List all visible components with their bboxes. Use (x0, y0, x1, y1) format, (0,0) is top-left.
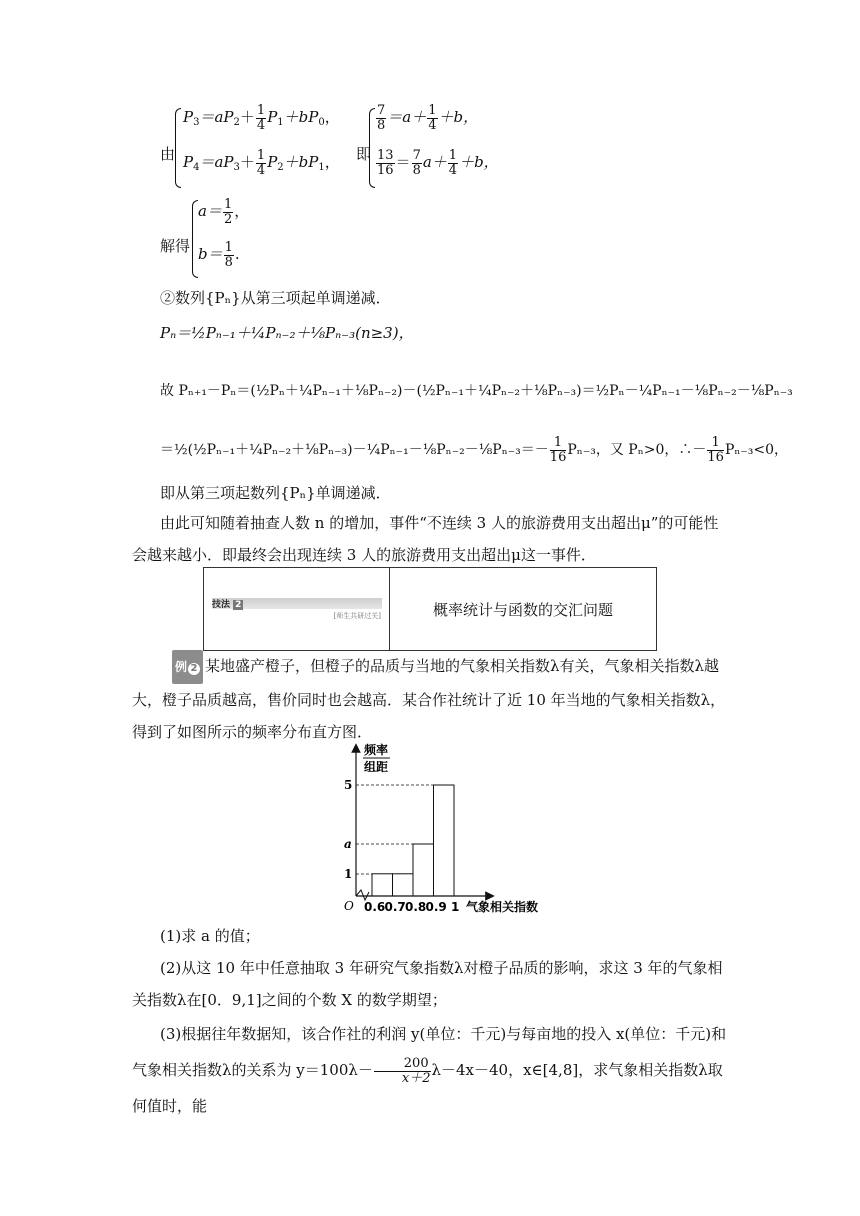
technique-box (203, 567, 657, 651)
example-badge: 例 2 (172, 650, 203, 684)
origin-label: O (344, 899, 354, 913)
recurrence: Pₙ＝½Pₙ₋₁＋¼Pₙ₋₂＋⅛Pₙ₋₃(n≥3)， (160, 324, 414, 342)
histogram-bar-1 (393, 874, 414, 896)
mono-statement: ②数列{Pₙ}从第三项起单调递减． (160, 289, 391, 307)
x-tick-label-3: 0.9 (425, 900, 447, 914)
frequency-histogram (330, 740, 570, 920)
x-tick-label-0: 0.6 (364, 900, 386, 914)
difference-line-1: 故 Pₙ₊₁－Pₙ＝(½Pₙ＋¼Pₙ₋₁＋⅛Pₙ₋₂)－(½Pₙ₋₁＋¼Pₙ₋₂＋⅛Pₙ₋₃)＝½Pₙ－¼Pₙ₋₁－⅛Pₙ₋₂－⅛Pₙ₋₃ (160, 383, 793, 399)
technique-tag: 技法 2 (212, 600, 242, 610)
difference-line-2: ＝½(½Pₙ₋₁＋¼Pₙ₋₂＋⅛Pₙ₋₃)－¼Pₙ₋₁－⅛Pₙ₋₂－⅛Pₙ₋₃＝－ $\frac{1}{16}$ Pₙ₋₃，又 Pₙ>0，∴－ $\frac{1}{16}$ Pₙ₋₃<0， (160, 435, 789, 465)
x-axis-label: 气象相关指数 (466, 900, 539, 914)
histogram-bar-3 (434, 785, 455, 896)
summary-paragraph: 由此可知随着抽查人数 n 的增加，事件“不连续 3 人的旅游费用支出超出μ”的可能性会越来越小．即最终会出现连续 3 人的旅游费用支出超出μ这一事件． (132, 514, 719, 564)
system1-row2: $P_4=aP_3+$ $\frac{1}{4}$ $P_2+bP_1$， (183, 148, 340, 178)
histogram-bar-2 (413, 844, 434, 896)
example-paragraph: 例 2 某地盛产橙子，但橙子的品质与当地的气象相关指数λ有关，气象相关指数λ越大，橙子品质越高，售价同时也会越高．某合作社统计了近 10 年当地的气象相关指数λ，得到了如图所示的频率分布直方图． (132, 650, 732, 748)
y-tick-label-a: a (344, 837, 352, 851)
technique-label-cell (204, 568, 390, 650)
technique-subtitle: [师生共研过关] (333, 612, 381, 620)
solve-row1: a＝ $\frac{1}{2}$ ， (198, 197, 250, 227)
y-tick-label-5: 5 (344, 778, 353, 792)
x-tick-label-4: 1 (451, 900, 460, 914)
system2-row2: $\frac{13}{16}$ ＝ $\frac{7}{8}$ a＋ $\frac{1}{4}$ ＋b， (377, 148, 499, 178)
x-tick-label-1: 0.7 (384, 900, 406, 914)
histogram-bar-0 (372, 874, 393, 896)
axis-break (356, 890, 369, 900)
question-2: (2)从这 10 年中任意抽取 3 年研究气象指数λ对橙子品质的影响，求这 3 年的气象相关指数λ在[0．9,1]之间的个数 X 的数学期望； (132, 959, 723, 1009)
solve-row2: b＝ $\frac{1}{8}$ . (198, 240, 240, 270)
conclusion: 即从第三项起数列{Pₙ}单调递减． (160, 484, 391, 502)
system1-row1: $P_3=aP_2+$ $\frac{1}{4}$ $P_1+bP_0$， (183, 103, 340, 133)
x-tick-label-2: 0.8 (405, 900, 427, 914)
system2-row1: $\frac{7}{8}$ ＝a＋ $\frac{1}{4}$ ＋b， (377, 103, 479, 133)
y-label-bottom: 组距 (364, 760, 389, 774)
solve-lead: 解得 (160, 237, 191, 255)
system2-lead: 即 (356, 145, 372, 163)
y-tick-label-1: 1 (344, 867, 353, 881)
brace-1 (175, 108, 181, 188)
y-label-top: 频率 (364, 743, 389, 757)
system1-lead: 由 (160, 145, 176, 163)
question-3: (3)根据往年数据知，该合作社的利润 y(单位：千元)与每亩地的投入 x(单位：千元)和气象相关指数λ的关系为 y＝100λ－ $\frac{200}{x+2}$ λ－4x－40，x∈[4,8]，求气象相关指数λ取何值时，能 (132, 1025, 727, 1115)
question-1: (1)求 a 的值； (160, 927, 260, 945)
technique-title: 概率统计与函数的交汇问题 (432, 600, 613, 619)
